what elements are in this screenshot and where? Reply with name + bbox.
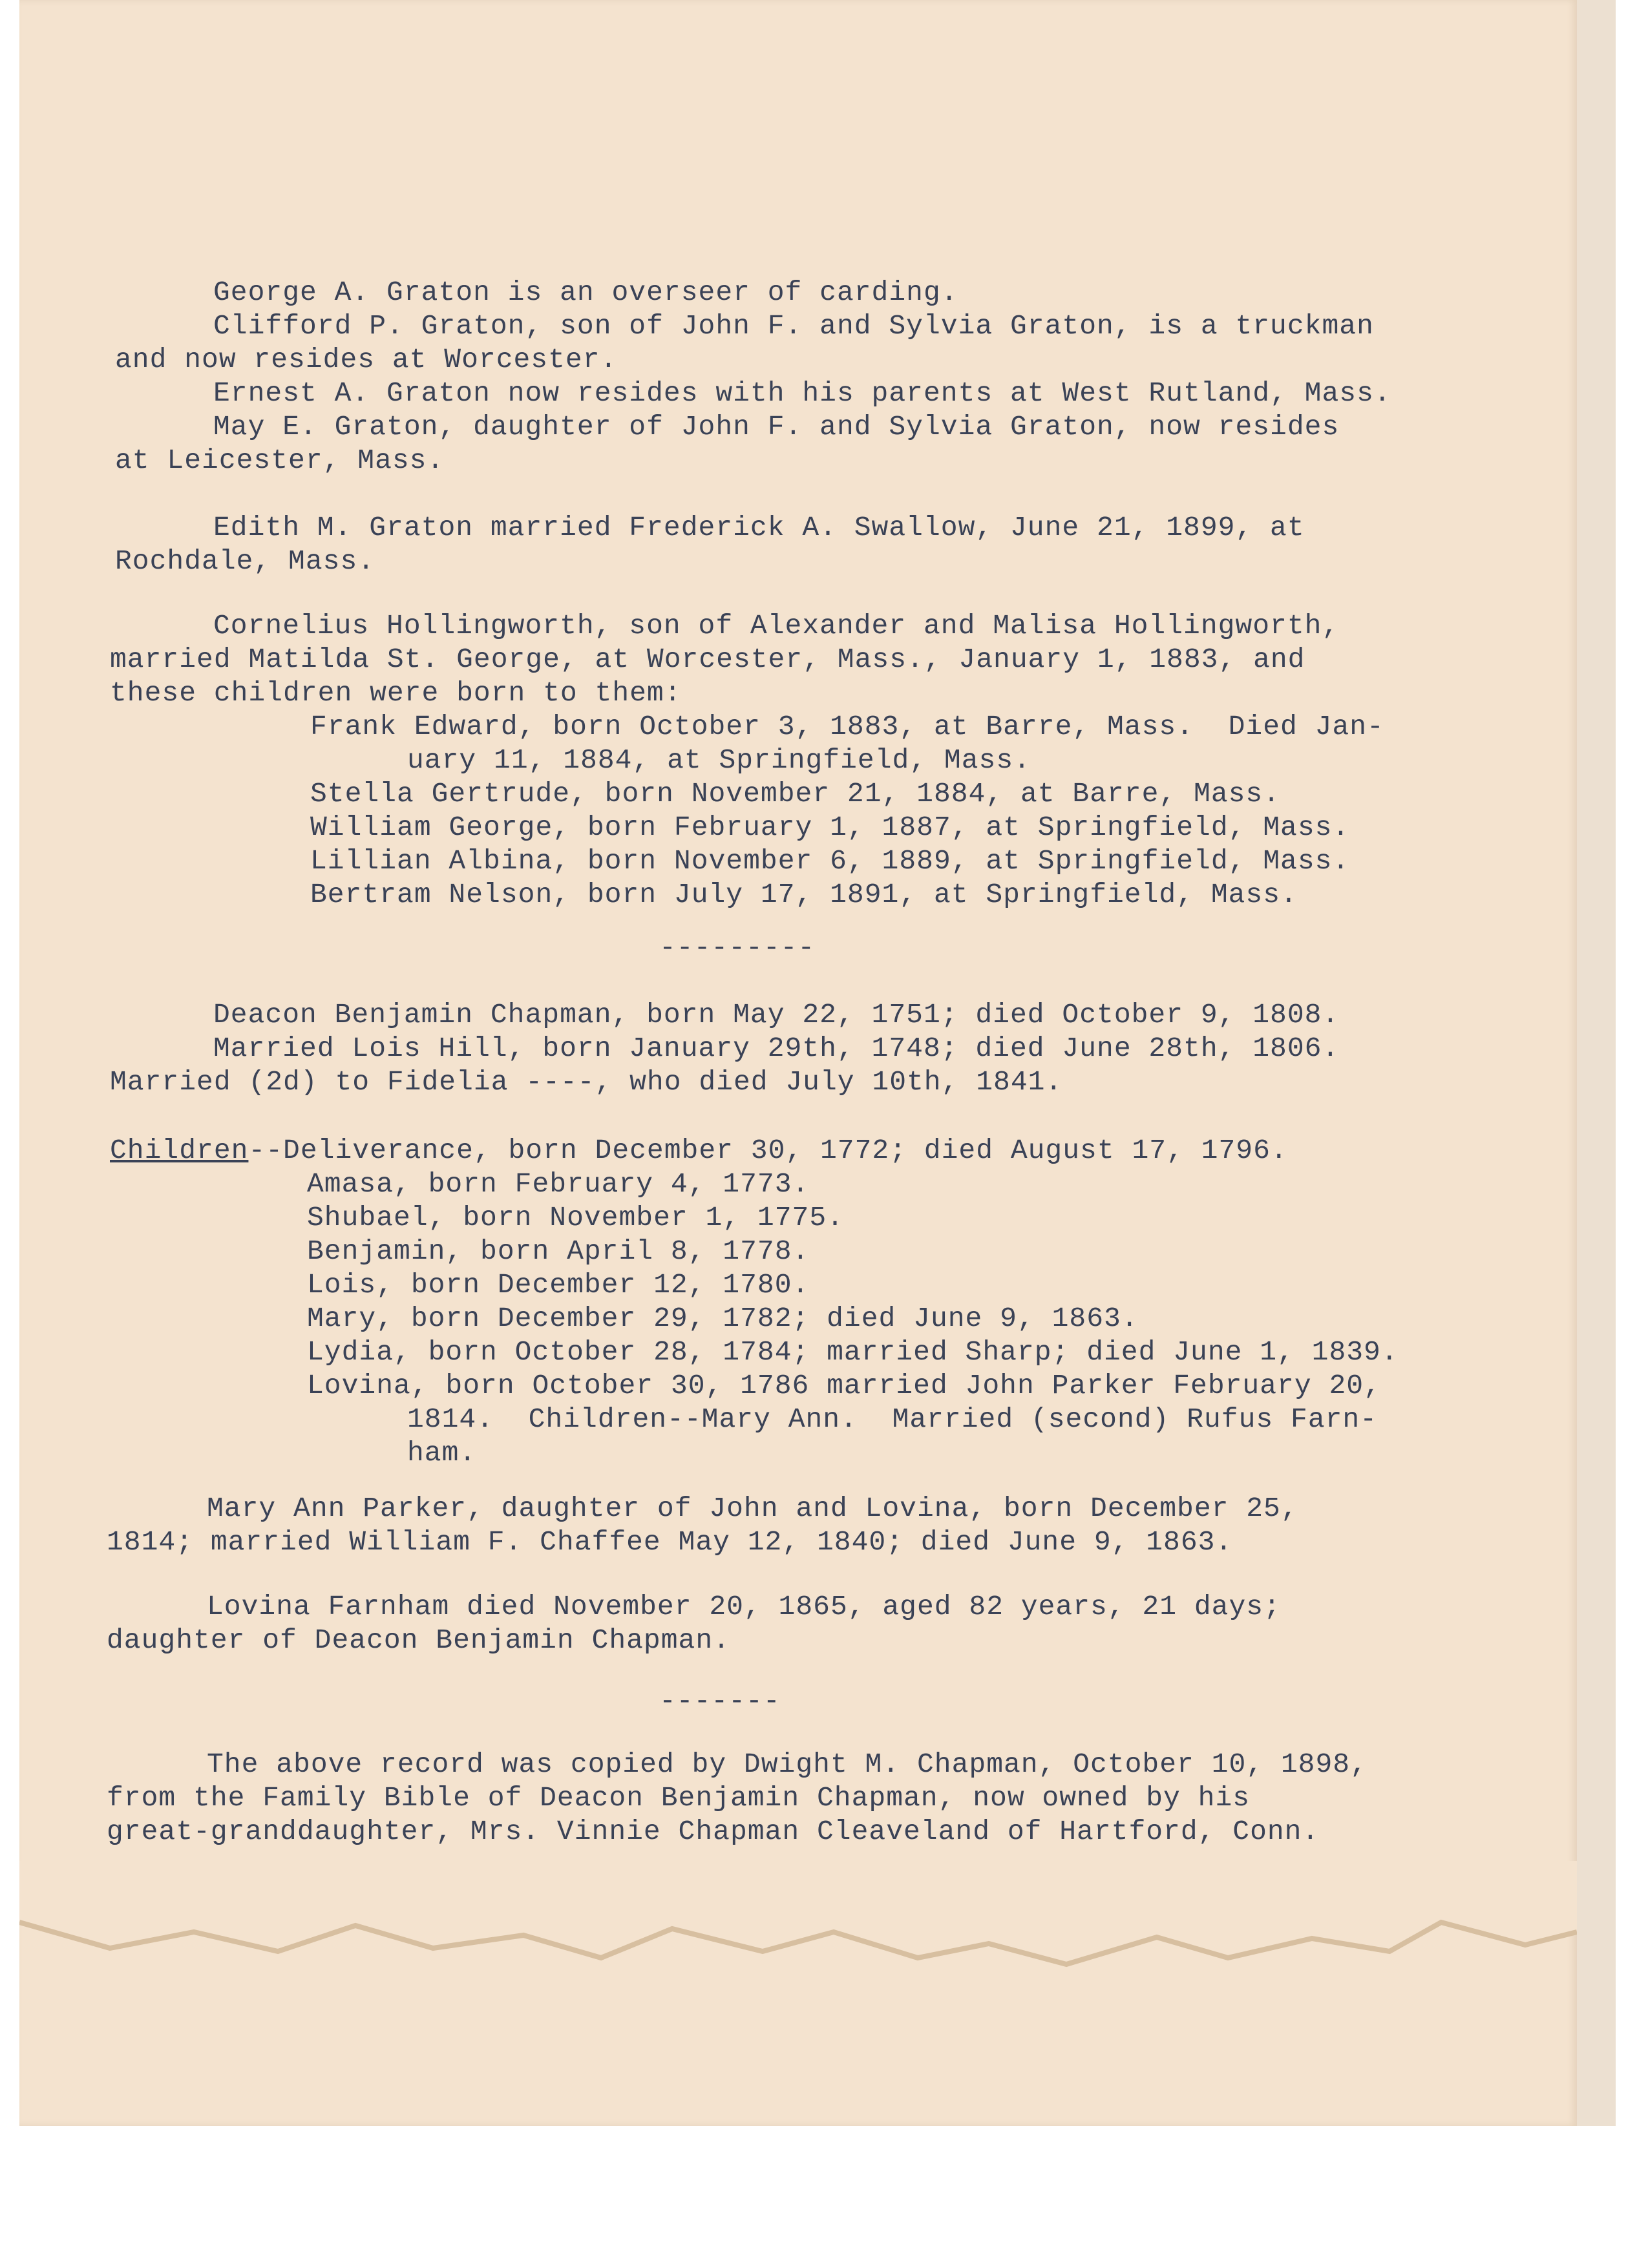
text-line: Ernest A. Graton now resides with his parents at West Rutland, Mass. — [213, 377, 1391, 409]
section-separator: ------- — [659, 1685, 781, 1717]
text-line: Mary Ann Parker, daughter of John and Lovina, born December 25, — [207, 1493, 1298, 1524]
children-label: Children — [110, 1135, 249, 1166]
text-line: and now resides at Worcester. — [115, 344, 618, 375]
child-entry: Lillian Albina, born November 6, 1889, at Springfield, Mass. — [310, 845, 1350, 877]
child-entry: --Deliverance, born December 30, 1772; died August 17, 1796. — [248, 1135, 1288, 1166]
text-line: Married Lois Hill, born January 29th, 1748; died June 28th, 1806. — [213, 1033, 1340, 1064]
child-entry: Bertram Nelson, born July 17, 1891, at Springfield, Mass. — [310, 879, 1298, 910]
child-entry: Benjamin, born April 8, 1778. — [307, 1235, 810, 1267]
child-entry: Lovina, born October 30, 1786 married John Parker February 20, — [307, 1370, 1381, 1402]
text-line: these children were born to them: — [110, 677, 682, 709]
text-line: Clifford P. Graton, son of John F. and Sylvia Graton, is a truckman — [213, 310, 1374, 342]
text-line: The above record was copied by Dwight M. Chapman, October 10, 1898, — [207, 1748, 1368, 1780]
child-entry: William George, born February 1, 1887, at Springfield, Mass. — [310, 812, 1350, 843]
text-line: great-granddaughter, Mrs. Vinnie Chapman Cleaveland of Hartford, Conn. — [107, 1816, 1320, 1847]
text-line: Rochdale, Mass. — [115, 545, 375, 577]
text-line: at Leicester, Mass. — [115, 445, 445, 476]
text-line: Edith M. Graton married Frederick A. Swallow, June 21, 1899, at — [213, 512, 1305, 543]
child-entry-continued: ham. — [407, 1437, 477, 1469]
child-entry: Shubael, born November 1, 1775. — [307, 1202, 844, 1234]
child-entry-continued: uary 11, 1884, at Springfield, Mass. — [407, 744, 1031, 776]
children-heading-line — [110, 1135, 1288, 1167]
text-line: George A. Graton is an overseer of carding. — [213, 277, 958, 308]
text-line: Cornelius Hollingworth, son of Alexander and Malisa Hollingworth, — [213, 610, 1340, 642]
text-line: May E. Graton, daughter of John F. and Sylvia Graton, now resides — [213, 411, 1340, 443]
child-entry: Amasa, born February 4, 1773. — [307, 1168, 810, 1200]
child-entry: Mary, born December 29, 1782; died June 9, 1863. — [307, 1303, 1139, 1334]
text-line: daughter of Deacon Benjamin Chapman. — [107, 1624, 730, 1656]
text-line: married Matilda St. George, at Worcester, Mass., January 1, 1883, and — [110, 644, 1305, 675]
child-entry: Stella Gertrude, born November 21, 1884, at Barre, Mass. — [310, 778, 1281, 810]
text-line: Lovina Farnham died November 20, 1865, aged 82 years, 21 days; — [207, 1591, 1281, 1622]
text-line: Married (2d) to Fidelia ----, who died July 10th, 1841. — [110, 1066, 1063, 1098]
child-entry: Lois, born December 12, 1780. — [307, 1269, 810, 1301]
text-line: Deacon Benjamin Chapman, born May 22, 1751; died October 9, 1808. — [213, 999, 1340, 1031]
text-line: 1814; married William F. Chaffee May 12, 1840; died June 9, 1863. — [107, 1526, 1233, 1558]
child-entry: Lydia, born October 28, 1784; married Sharp; died June 1, 1839. — [307, 1336, 1399, 1368]
child-entry: Frank Edward, born October 3, 1883, at Barre, Mass. Died Jan- — [310, 711, 1384, 742]
text-line: from the Family Bible of Deacon Benjamin Chapman, now owned by his — [107, 1782, 1251, 1814]
section-separator: --------- — [659, 932, 816, 963]
child-entry-continued: 1814. Children--Mary Ann. Married (second) Rufus Farn- — [407, 1403, 1378, 1435]
